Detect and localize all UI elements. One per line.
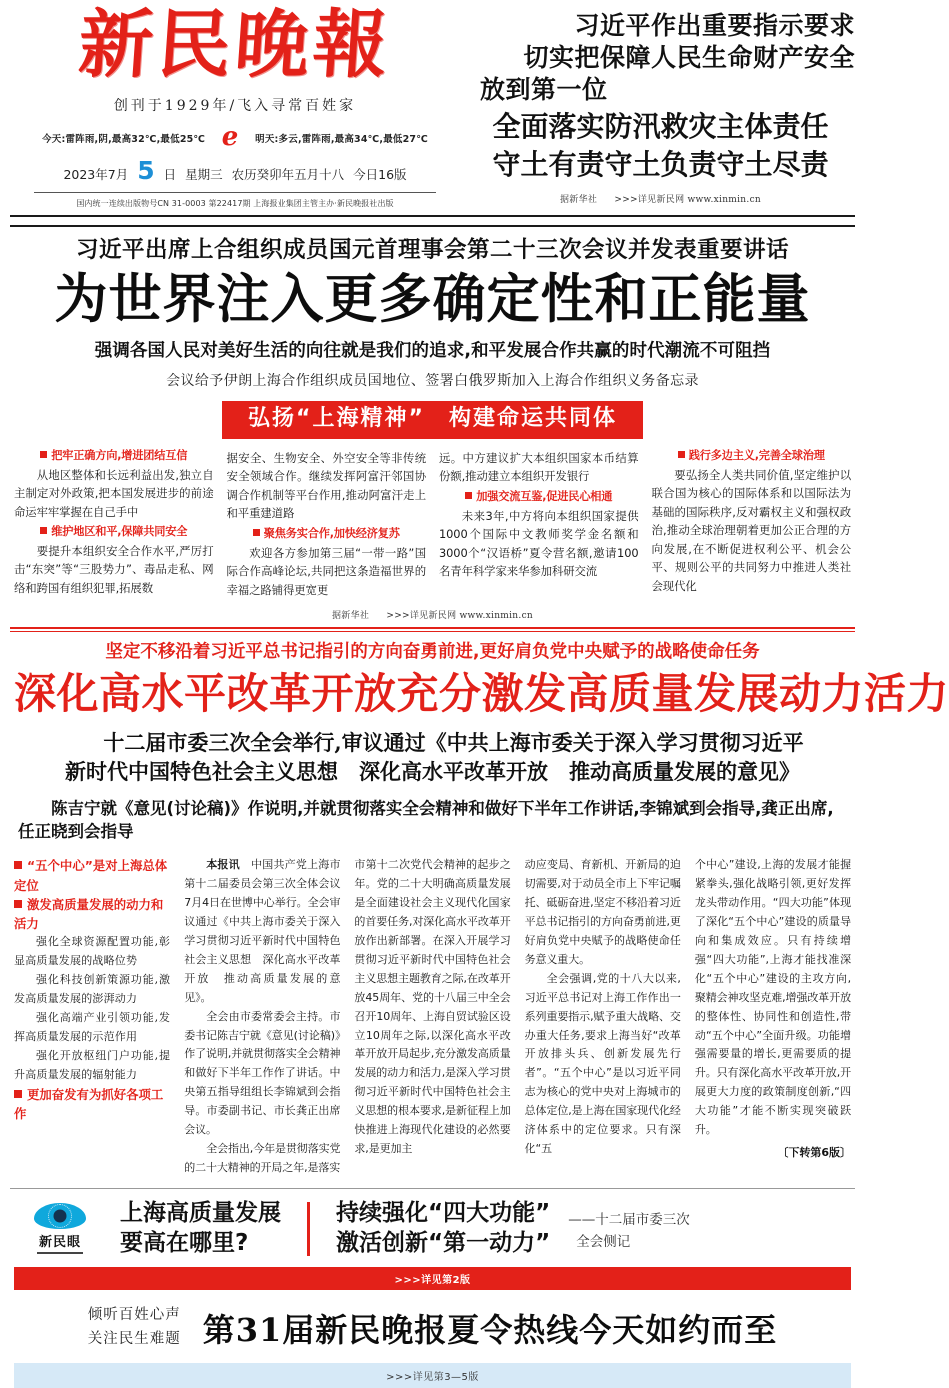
strip-sideline [550, 1204, 851, 1253]
brief-heading [652, 448, 852, 465]
strip-jump-bar[interactable]: >>>详见第2版 [14, 1267, 851, 1290]
xinminyan-logo[interactable] [14, 1203, 106, 1254]
body-column-3 [354, 856, 510, 1177]
top-headline-line-2: 守土有责守土负责守土尽责 [492, 148, 829, 182]
brief-continued: 据安全、生物安全、外空安全等非传统安全领域合作。继续发挥阿富汗邻国协调合作机制等平台作用,推动阿富汗走上和平重建道路 [226, 450, 426, 521]
strip-sideline-line-2: 全会侧记 [576, 1233, 631, 1250]
hotline-section [0, 1290, 865, 1358]
strip-title-1-line-2: 要高在哪里? [120, 1229, 249, 1256]
strip-divider [307, 1202, 310, 1256]
body-paragraph-text: 中国共产党上海市第十二届委员会第三次全体会议7月4日在世博中心举行。全会审议通过《中共上海市委关于深入学习贯彻习近平新时代中国特色社会主义思想 深化高水平改革开放 推动高质量发展的意见》。 [184, 858, 341, 1004]
red-square-icon [14, 861, 22, 869]
hotline-jump-bar[interactable]: >>>详见第3—5版 [14, 1363, 851, 1388]
paper-tagline: 创刊于1929年/飞入寻常百姓家 [113, 98, 357, 115]
weather-today: 今天:雷阵雨,阴,最高32℃,最低25℃ [42, 134, 206, 146]
briefs-credit-link[interactable]: >>>详见新民网 www.xinmin.cn [386, 611, 534, 622]
lead-subhead-1: 强调各国人民对美好生活的向往就是我们的追求,和平发展合作共赢的时代潮流不可阻挡 [94, 340, 771, 361]
body-subhead-text: 更加奋发有为抓好各项工作 [14, 1086, 164, 1121]
date-year-month: 2023年7月 [63, 167, 129, 183]
lead2-subhead-3: 陈吉宁就《意见(讨论稿)》作说明,并就贯彻落实全会精神和做好下半年工作讲话,李锦斌到会指导,龚正出席,任正晓到会指导 [18, 798, 834, 841]
dateline: 本报讯 [206, 858, 240, 872]
brief-heading [14, 448, 214, 465]
brief-heading-text: 维护地区和平,保障共同安全 [51, 525, 188, 539]
brief-heading-text: 聚焦务实合作,加快经济复苏 [263, 526, 400, 540]
body-column-4 [525, 856, 681, 1177]
red-square-icon [40, 527, 47, 534]
masthead [0, 0, 865, 209]
brief-heading [439, 489, 639, 506]
brief-column-3 [439, 448, 639, 599]
xinminyan-strip [0, 1189, 865, 1267]
body-paragraph: 强化高端产业引领功能,发挥高质量发展的示范作用 [14, 1010, 171, 1043]
date-day: 5 [137, 156, 155, 186]
top-kicker-line-1: 习近平作出重要指示要求 [574, 11, 855, 40]
brief-heading-text: 践行多边主义,完善全球治理 [688, 448, 825, 462]
body-subhead [14, 895, 170, 933]
lead2-subhead-line-1: 十二届市委三次全会举行,审议通过《中共上海市委关于深入学习贯彻习近平 [103, 729, 804, 755]
briefs-credit [0, 608, 865, 621]
red-square-icon [678, 451, 685, 458]
body-paragraph: 动应变局、育新机、开新局的迫切需要,对于动员全市上下牢记嘱托、砥砺奋进,坚定不移沿着习近平总书记指引的方向奋勇前进,更好肩负党中央赋予的战略使命任务意义重大。 [524, 858, 681, 966]
body-column-1 [14, 856, 170, 1177]
brief-heading [227, 526, 427, 543]
strip-sideline-line-1: ——十二届市委三次 [568, 1212, 690, 1229]
hotline-kicker-line-1: 倾听百姓心声 [87, 1306, 181, 1323]
body-column-2 [184, 856, 340, 1177]
lead2-story [0, 632, 949, 843]
weekday: 星期三 [185, 167, 223, 183]
body-column-5 [695, 856, 851, 1177]
red-square-icon [40, 451, 47, 458]
imprint-line: 国内统一连续出版物号CN 31-0003 第22417期 上海报业集团主管主办·新民晚报社出版 [76, 199, 394, 209]
body-paragraph: 全会指出,今年是贯彻落实党的二十大精神的开局之年,是落实 [184, 1142, 341, 1174]
body-paragraph: 市第十二次党代会精神的起步之年。党的二十大明确高质量发展是全面建设社会主义现代化国家的首要任务,对深化高水平改革开放作出新部署。在深入开展学习贯彻习近平新时代中国特色社会主义思想主题教育之际,在改革开放45周年、党的十八届三中全会召开10周年、上海自贸试验区设立10周年之际,以深化高水平改革开放开局起步,充分激发高质量发展的动力和活力,是深入学习贯彻习近平新时代中国特色社会主义思想的根本要求,是新征程上加快推进上海现代化建设的必然要求,是更加主 [354, 858, 511, 1156]
lead-story [0, 227, 865, 389]
brief-column-4 [652, 448, 852, 599]
body-columns [0, 843, 865, 1177]
lead-subhead-2: 会议给予伊朗上海合作组织成员国地位、签署白俄罗斯加入上海合作组织义务备忘录 [166, 372, 699, 389]
brief-paragraph: 要提升本组织安全合作水平,严厉打击“东突”等“三股势力”、毒品走私、网络和跨国有组织犯罪,拓展数 [14, 543, 214, 595]
masthead-left [10, 2, 460, 209]
body-paragraph: 全会强调,党的十八大以来,习近平总书记对上海工作作出一系列重要指示,赋予重大战略、交办重大任务,要求上海当好“改革开放排头兵、创新发展先行者”。“五个中心”是以习近平同志为核心的党中央对上海城市的总体定位,是上海在国家现代化经济体系中的定位要求。只有深化“五 [524, 971, 681, 1156]
red-square-icon [14, 900, 22, 908]
date-row [10, 156, 460, 186]
masthead-right [460, 6, 855, 205]
strip-title-1-line-1: 上海高质量发展 [120, 1199, 281, 1226]
brief-paragraph: 要弘扬全人类共同价值,坚定维护以联合国为核心的国际体系和以国际法为基础的国际秩序,反对霸权主义和强权政治,推动全球治理朝着更加公正合理的方向发展,在不断促进权利公平、机会公平、规则公平的共同努力中推进人类社会现代化 [651, 467, 851, 593]
lead2-kicker: 坚定不移沿着习近平总书记指引的方向奋勇前进,更好肩负党中央赋予的战略使命任务 [105, 642, 760, 663]
top-credit-link[interactable]: >>>详见新民网 www.xinmin.cn [614, 195, 762, 206]
briefs-columns [0, 439, 865, 599]
briefs-credit-source: 据新华社 [331, 611, 370, 622]
top-credit-source: 据新华社 [559, 195, 598, 206]
brief-paragraph: 未来3年,中方将向本组织国家提供1000个国际中文教师奖学金名额和3000个“汉语桥”夏令营名额,邀请100名青年科学家来华参加科研交流 [439, 508, 639, 579]
lead-headline: 为世界注入更多确定性和正能量 [54, 269, 811, 331]
red-square-icon [14, 1090, 22, 1098]
body-subhead [14, 1085, 170, 1123]
brief-column-2 [227, 448, 427, 599]
lead2-subhead [14, 729, 851, 787]
body-paragraph: 全会由市委常委会主持。市委书记陈吉宁就《意见(讨论稿)》作了说明,并就贯彻落实全会精神和做好下半年工作作了讲话。中央第五指导组组长李锦斌到会指导。市委副书记、市长龚正出席会议。 [184, 1009, 341, 1137]
body-subhead-text: “五个中心”是对上海总体定位 [14, 858, 168, 893]
top-headline-line-1: 全面落实防汛救灾主体责任 [492, 110, 829, 143]
body-paragraph: 强化开放枢纽门户功能,提升高质量发展的辐射能力 [14, 1048, 171, 1081]
hotline-headline: 第31届新民晚报夏令热线今天如约而至 [202, 1310, 778, 1349]
brief-continued: 远。中方建议扩大本组织国家本币结算份额,推动建立本组织开发银行 [439, 450, 639, 484]
weather-tomorrow: 明天:多云,雷阵雨,最高34℃,最低27℃ [255, 134, 428, 146]
brief-paragraph: 欢迎各方参加第三届“一带一路”国际合作高峰论坛,共同把这条造福世界的幸福之路铺得更宽更 [226, 545, 426, 597]
strip-title-2-line-2: 激活创新“第一动力” [336, 1229, 551, 1256]
weather-row [10, 122, 460, 153]
top-kicker-line-2: 切实把保障人民生命财产安全 [523, 43, 855, 72]
strip-title-2[interactable] [336, 1199, 550, 1259]
strip-title-2-line-1: 持续强化“四大功能” [336, 1199, 551, 1226]
brief-heading [14, 524, 214, 541]
paper-logo-title: 新民晚報 [76, 2, 395, 88]
body-paragraph: 个中心”建设,上海的发展才能握紧拳头,强化战略引领,更好发挥龙头带动作用。“四大功能”体现了深化“五个中心”建设的质量导向和集成效应。只有持续增强“四大功能”,上海才能找准深化“五个中心”建设的主攻方向,聚精会神攻坚克难,增强改革开放的整体性、协同性和创造性,带动“五个中心”全面升级。功能增强需要量的增长,更需要质的提升。只有深化高水平改革开放,开展更大力度的政策制度创新,“四大功能”才能不断实现突破跃升。 [694, 858, 852, 1137]
red-square-icon [253, 529, 260, 536]
brief-heading-text: 把牢正确方向,增进团结互信 [51, 448, 188, 462]
hotline-kicker-line-2: 关注民生难题 [87, 1330, 181, 1347]
strip-title-1[interactable] [106, 1199, 281, 1259]
xinmin-e-icon: e [221, 122, 239, 153]
body-paragraph: 强化全球资源配置功能,彰显高质量发展的战略位势 [14, 935, 171, 968]
pages-today: 今日16版 [353, 167, 407, 183]
xinminyan-label: 新民眼 [37, 1231, 83, 1254]
hotline-kicker [88, 1304, 181, 1352]
lunar-date: 农历癸卯年五月十八 [231, 167, 345, 183]
red-banner: 弘扬“上海精神” 构建命运共同体 [222, 401, 643, 439]
red-square-icon [465, 492, 472, 499]
top-kicker-line-3: 放到第一位 [480, 75, 608, 104]
body-paragraph: 强化科技创新策源功能,激发高质量发展的澎湃动力 [14, 973, 171, 1006]
body-subhead-text: 激发高质量发展的动力和活力 [14, 896, 164, 932]
continuation-note: 〔下转第6版〕 [777, 1146, 852, 1160]
body-paragraph [184, 856, 340, 1007]
brief-paragraph: 从地区整体和长远利益出发,独立自主制定对外政策,把本国发展进步的前途命运牢牢掌握在自己手中 [14, 467, 214, 519]
masthead-divider [34, 192, 436, 193]
body-subhead [14, 856, 170, 894]
lead2-subhead-line-2: 新时代中国特色社会主义思想 深化高水平改革开放 推动高质量发展的意见》 [65, 758, 800, 784]
lead2-headline: 深化高水平改革开放充分激发高质量发展动力活力 [14, 668, 949, 718]
date-day-unit: 日 [163, 167, 177, 183]
eye-icon [34, 1203, 86, 1229]
red-banner-wrap [0, 401, 865, 439]
brief-heading-text: 加强交流互鉴,促进民心相通 [476, 489, 613, 503]
top-credit [466, 192, 855, 205]
lead-kicker: 习近平出席上合组织成员国元首理事会第二十三次会议并发表重要讲话 [75, 237, 789, 264]
brief-column-1 [14, 448, 214, 599]
